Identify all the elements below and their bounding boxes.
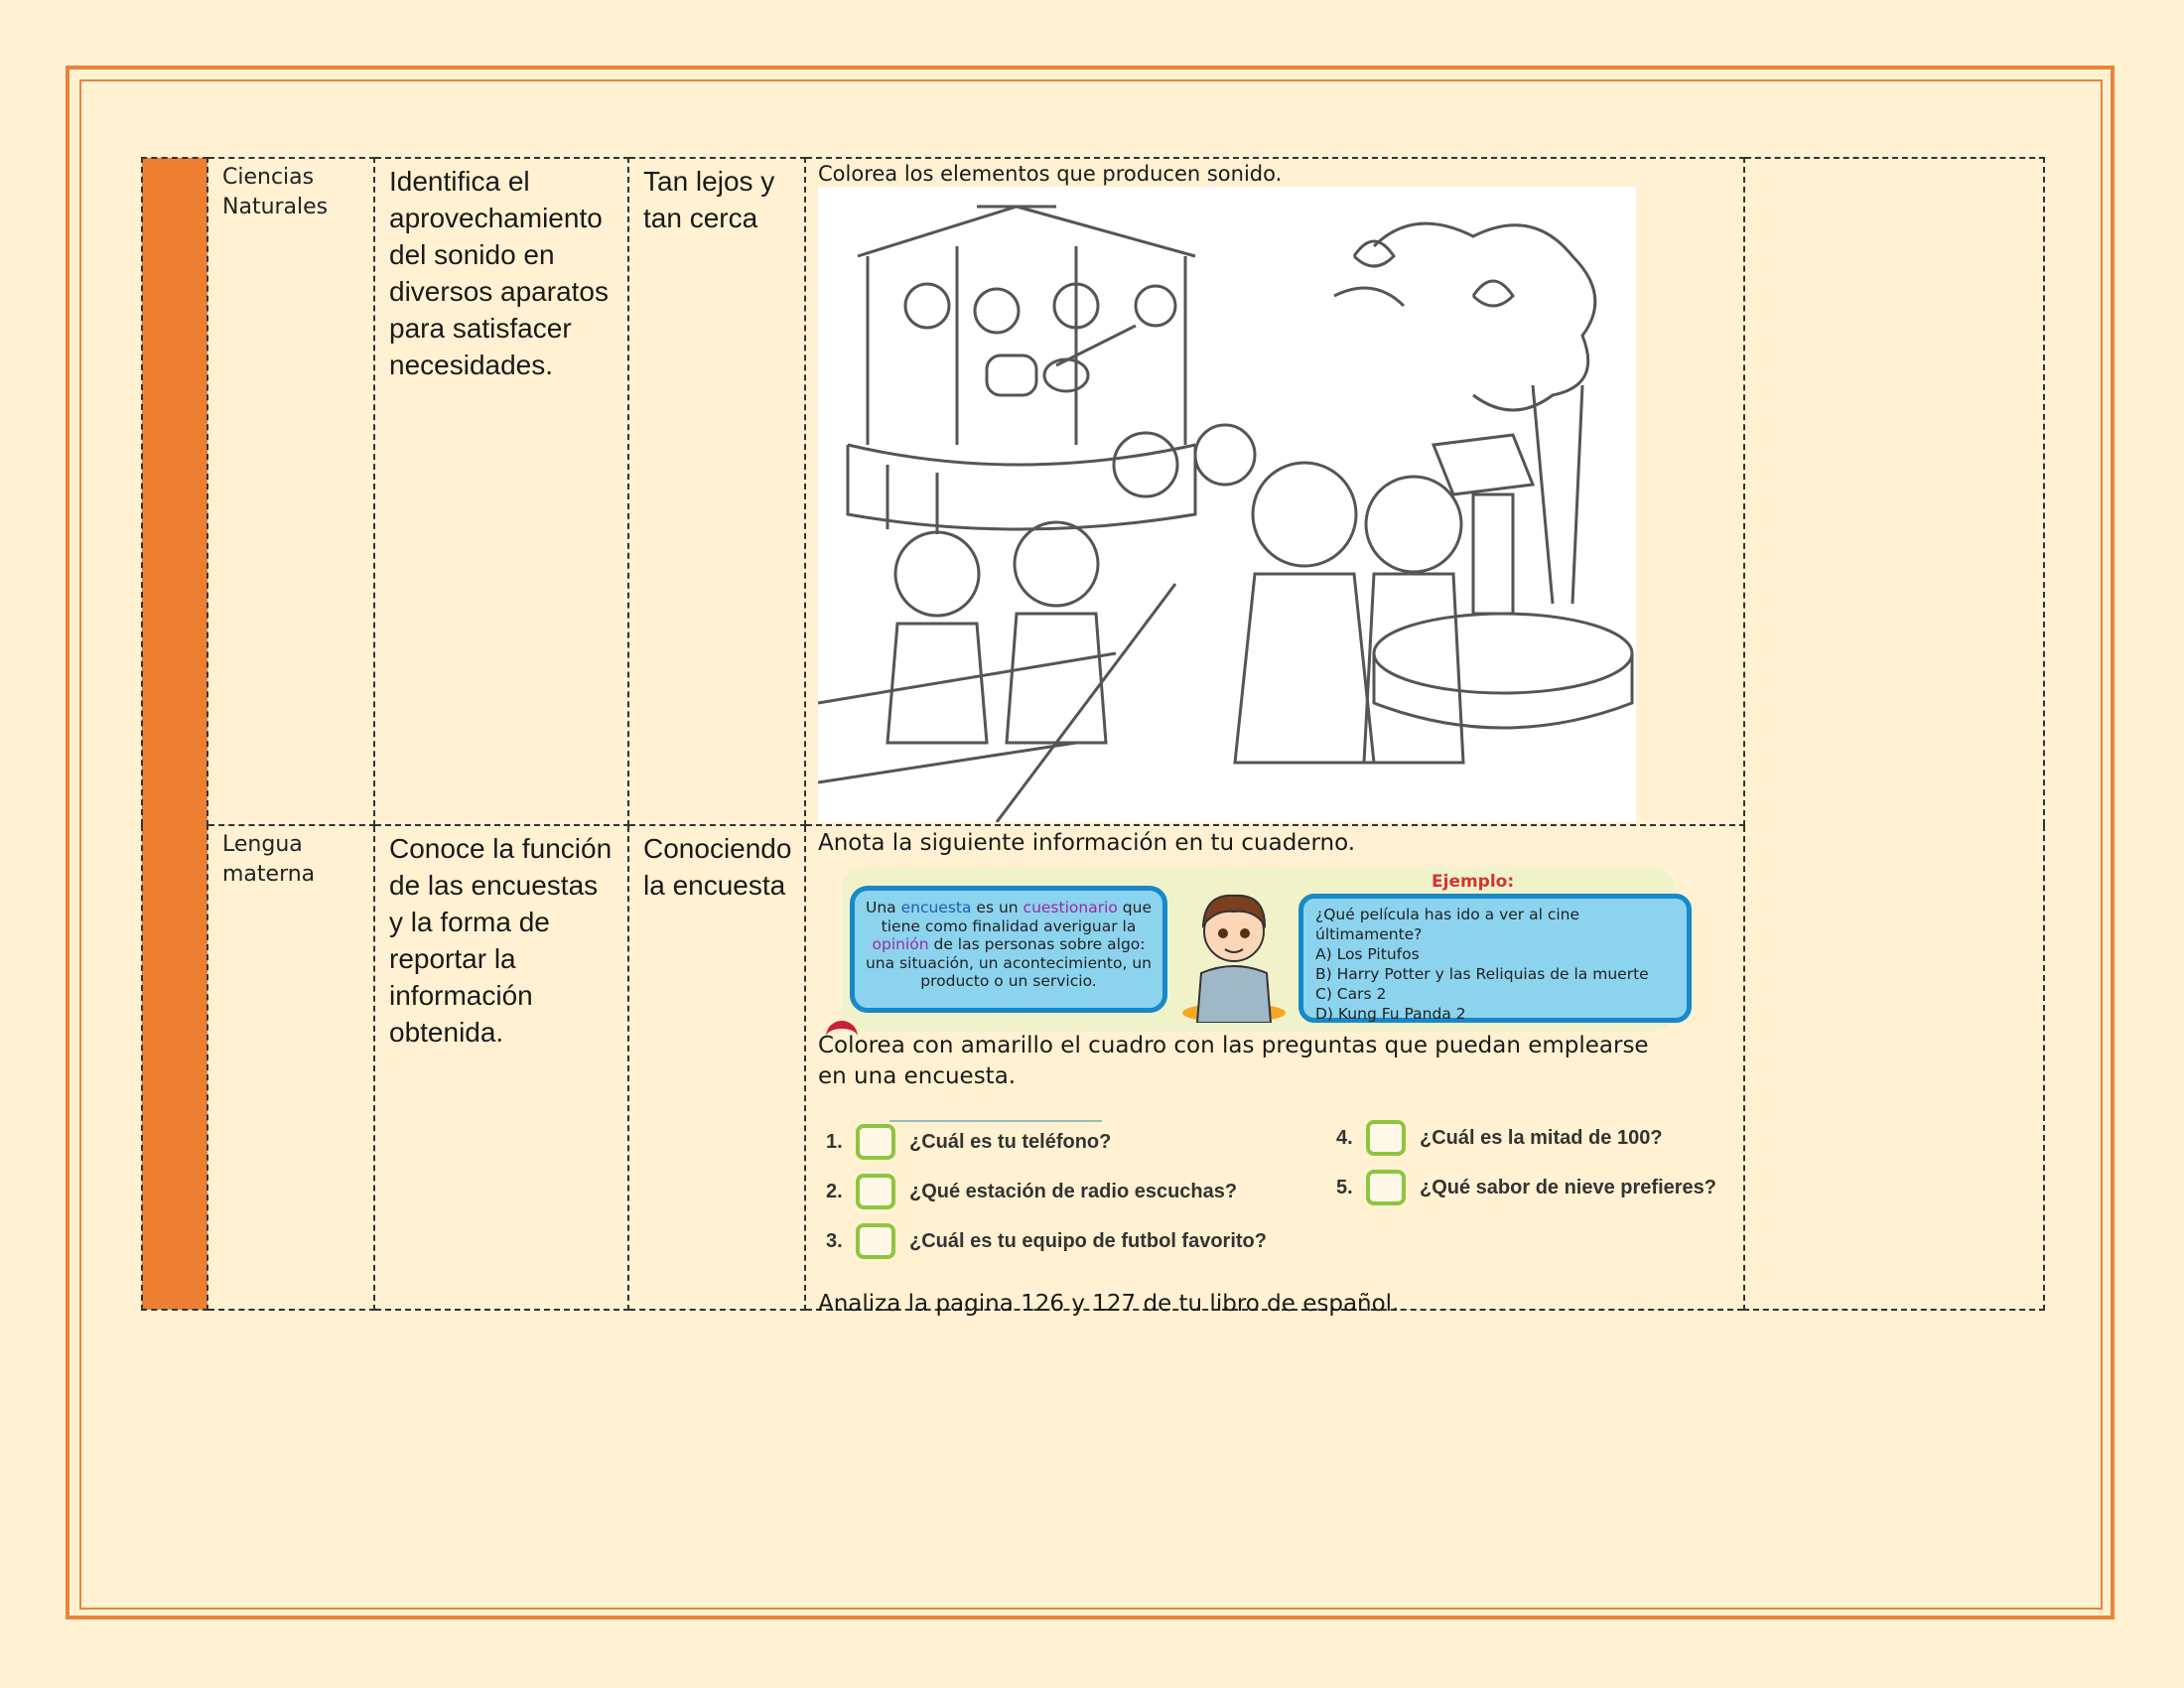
question-checkbox[interactable]	[856, 1223, 895, 1259]
survey-question-item	[826, 1124, 1111, 1160]
topic-cell	[628, 825, 805, 1310]
park-illustration	[818, 187, 1636, 822]
definition-text: Una	[865, 899, 901, 916]
question-text: ¿Cuál es la mitad de 100?	[1420, 1126, 1663, 1149]
learning-cell	[374, 825, 628, 1310]
topic-cell	[628, 158, 805, 825]
question-text: ¿Cuál es tu teléfono?	[909, 1130, 1112, 1153]
question-number: 5.	[1336, 1176, 1353, 1198]
subject-cell	[207, 158, 374, 825]
boy-illustration	[1175, 874, 1293, 1023]
keyword-cuestionario: cuestionario	[1023, 899, 1118, 916]
lesson-plan-table	[141, 157, 2045, 1317]
subject-line: Lengua	[222, 832, 303, 857]
activity-instruction: Analiza la pagina 126 y 127 de tu libro de español.	[818, 1291, 1400, 1317]
example-label: Ejemplo:	[1432, 872, 1515, 892]
activity-cell	[805, 825, 1744, 1317]
question-text: ¿Cuál es tu equipo de futbol favorito?	[909, 1229, 1267, 1252]
question-number: 4.	[1336, 1126, 1353, 1149]
definition-text: que tiene como finalidad averiguar la	[881, 899, 1152, 935]
color-stripe	[142, 158, 207, 1310]
topic-text: Tan lejos y tan cerca	[643, 166, 775, 233]
subject-line: materna	[222, 862, 316, 887]
subject-line: Ciencias	[222, 165, 315, 190]
example-question: ¿Qué película has ido a ver al cine últimamente?	[1315, 906, 1580, 943]
activity-cell	[805, 158, 1744, 825]
example-option: A) Los Pitufos	[1315, 945, 1420, 963]
learning-cell	[374, 158, 628, 825]
question-number: 1.	[826, 1130, 843, 1153]
example-option: C) Cars 2	[1315, 985, 1387, 1003]
question-number: 3.	[826, 1229, 843, 1252]
definition-text: es un	[971, 899, 1024, 916]
survey-question-item	[1336, 1120, 1663, 1156]
survey-question-item	[1336, 1170, 1716, 1205]
subject-cell	[207, 825, 374, 1310]
question-text: ¿Qué estación de radio escuchas?	[909, 1180, 1238, 1202]
question-checkbox[interactable]	[1366, 1120, 1406, 1156]
question-number: 2.	[826, 1180, 843, 1202]
example-option: B) Harry Potter y las Reliquias de la muerte	[1315, 965, 1649, 983]
question-checkbox[interactable]	[856, 1174, 895, 1209]
definition-bubble	[850, 886, 1167, 1013]
activity-instruction: Colorea los elementos que producen sonido.	[818, 162, 1283, 186]
notes-cell	[1744, 158, 2044, 1310]
subject-line: Naturales	[222, 195, 329, 219]
definition-text: de las personas sobre algo: una situación, un acontecimiento, un producto o un servicio.	[865, 935, 1152, 990]
learning-text: Identifica el aprovechamiento del sonido en diversos aparatos para satisfacer necesidades.	[389, 166, 610, 380]
divider-line	[889, 1120, 1102, 1122]
question-checkbox[interactable]	[856, 1124, 895, 1160]
table-row	[142, 158, 2044, 825]
survey-question-item	[826, 1174, 1237, 1209]
survey-info-box	[842, 868, 1676, 1032]
example-option: D) Kung Fu Panda 2	[1315, 1005, 1466, 1023]
topic-text: Conociendo la encuesta	[643, 833, 792, 901]
activity-instruction: Anota la siguiente información en tu cuaderno.	[818, 830, 1356, 856]
survey-question-item	[826, 1223, 1267, 1259]
keyword-opinion: opinión	[872, 935, 929, 953]
keyword-encuesta: encuesta	[900, 899, 972, 916]
learning-text: Conoce la función de las encuestas y la forma de reportar la información obtenida.	[389, 833, 613, 1048]
question-checkbox[interactable]	[1366, 1170, 1406, 1205]
question-text: ¿Qué sabor de nieve prefieres?	[1420, 1176, 1716, 1198]
activity-instruction: Colorea con amarillo el cuadro con las preguntas que puedan emplearse en una encuesta.	[818, 1033, 1649, 1089]
example-bubble	[1298, 894, 1692, 1023]
